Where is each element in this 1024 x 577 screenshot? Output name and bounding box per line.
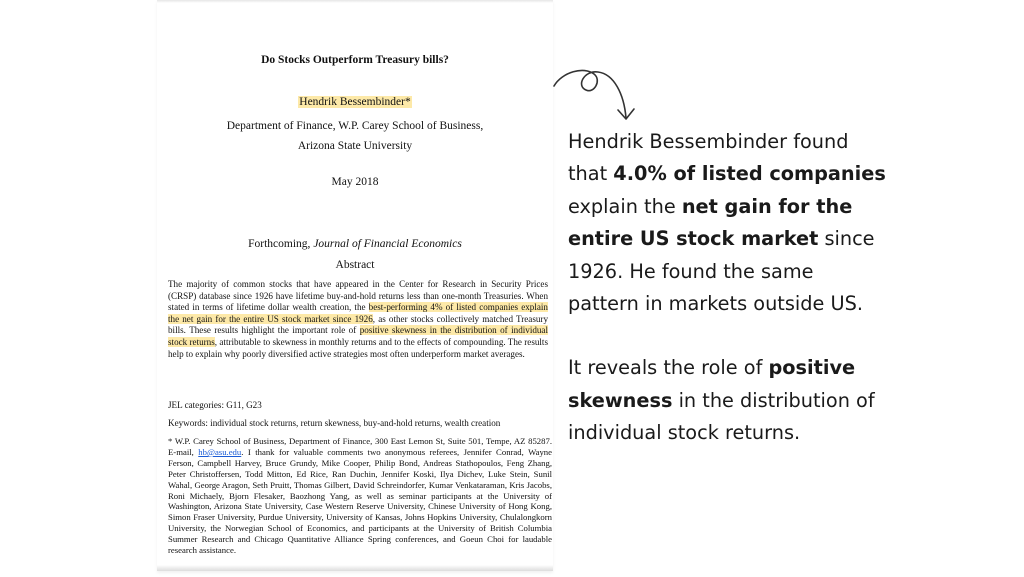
abstract-highlight-2: positive skewness in the distribution of individual stock returns [168,325,548,347]
paper-affiliation-line2: Arizona State University [297,140,413,152]
abstract-heading: Abstract [335,259,375,271]
paper-title: Do Stocks Outperform Treasury bills? [261,54,449,66]
footnote-text-2: . I thank for valuable comments two anonymous referees, Jennifer Conrad, Wayne Ferson, Campbell Harvey, Bruce Grundy, Mike Cooper, Philip Bond, Andreas Stathopoulos, Feng Zhang, Peter Christoffersen, Todd Mitton, Ed Rice, Ran Duchin, Jennifer Koski, Ilya Dichev, Luke Stein, Sunil Wahal, George Aragon, Seth Pruitt, Thomas Gilbert, David Schreindorfer, Kumar Venkataraman, Kris Jacobs, Roni Michaely, Bjorn Flesaker, Baozhong Yang, as well as seminar participants at the University of Washington, Arizona State University, Case Western Reserve University, Chinese University of Hong Kong, Simon Fraser University, Purdue University, University of Kansas, Johns Hopkins University, Chulalongkorn University, the Norwegian School of Economics, and participants at the University of British Columbia Summer Research and Chicago Quantitative Alliance Spring conferences, and Goeun Choi for laudable research assistance. [168,446,552,556]
page-bottom-edge [157,565,553,571]
summary-p2-bold: positive skewness [568,356,856,412]
forthcoming-journal: Journal of Financial Economics [313,238,462,250]
hand-drawn-curly-arrow-icon [548,60,648,130]
paper-page [157,0,553,571]
summary-p1-text-a: Hendrik Bessembinder found that [568,130,849,186]
summary-p1-bold-a: 4.0% of listed companies [613,162,886,186]
forthcoming-prefix: Forthcoming, [248,238,314,250]
keywords: Keywords: individual stock returns, return skewness, buy-and-hold returns, wealth creation [168,418,501,428]
summary-p2-text-a: It reveals the role of [568,356,769,380]
summary-paragraph-1 [568,126,888,320]
summary-text [568,126,888,450]
abstract-text-1: The majority of common stocks that have appeared in the Center for Research in Security Prices (CRSP) database since 1926 have lifetime buy-and-hold returns less than one-month Treasuries. When stated in terms of lifetime dollar wealth creation, the [168,279,548,313]
page-top-edge [157,0,553,3]
paper-affiliation [157,116,553,156]
paper-forthcoming [157,238,553,250]
abstract-body [168,279,548,360]
summary-paragraph-2 [568,352,888,449]
footnote-email-link[interactable]: hb@asu.edu [198,446,242,457]
paper-author [157,96,553,108]
summary-p1-bold-b: net gain for the entire US stock market [568,194,853,251]
paper-affiliation-line1: Department of Finance, W.P. Carey School of Business, [226,120,484,132]
author-footnote [168,436,552,556]
abstract-highlight-1: best-performing 4% of listed companies explain the net gain for the entire US stock market since 1926 [168,302,548,324]
abstract-text-3: , attributable to skewness in monthly returns and to the effects of compounding. The results help to explain why poorly diversified active strategies most often underperform market averages. [168,336,548,359]
summary-p1-text-b: explain the [568,194,682,218]
summary-p1-text-c: since 1926. He found the same pattern in markets outside US. [568,227,875,316]
jel-categories: JEL categories: G11, G23 [168,400,262,410]
summary-p2-text-b: in the distribution of individual stock returns. [568,388,875,445]
paper-author-name: Hendrik Bessembinder* [299,96,411,108]
abstract-text-2: , as other stocks collectively matched Treasury bills. These results highlight the important role of [168,313,549,336]
paper-date: May 2018 [331,176,379,188]
footnote-text-1: * W.P. Carey School of Business, Department of Finance, 300 East Lemon St, Suite 501, Tempe, AZ 85287. E-mail, [168,436,552,457]
